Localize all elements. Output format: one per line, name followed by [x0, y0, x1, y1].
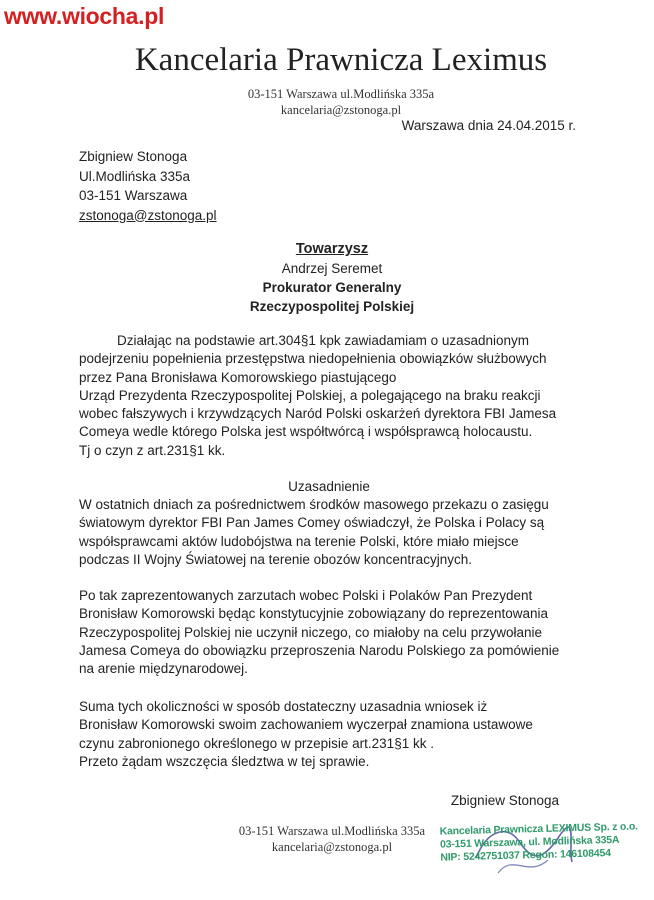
stamp-line: 03-151 Warszawa, ul. Modlińska 335A	[439, 833, 620, 851]
letterhead-email: kancelaria@zstonoga.pl	[280, 103, 402, 117]
stamp-line: NIP: 5242751037 Regon: 146108454	[440, 847, 611, 864]
text-line: podczas II Wojny Światowej na terenie obozów koncentracyjnych.	[79, 551, 472, 567]
signature-name: Zbigniew Stonoga	[450, 793, 559, 808]
text-line: na arenie międzynarodowej.	[79, 661, 248, 677]
paragraph-reasons-1	[79, 496, 599, 569]
text-line: Po tak zaprezentowanych zarzutach wobec Polski i Polaków Pan Prezydent	[79, 588, 533, 603]
text-line: współsprawcami aktów ludobójstwa na terenie Polski, które miało miejsce	[79, 533, 519, 549]
addressee-title-1: Prokurator Generalny	[262, 280, 402, 295]
watermark: www.wiocha.pl	[4, 3, 165, 29]
paragraph-reasons-2	[79, 587, 599, 678]
text-line: Tj o czyn z art.231§1 kk.	[79, 442, 226, 458]
text-line: wobec fałszywych i krzywdzących Naród Polski oskarżeń dyrektora FBI Jamesa	[79, 406, 557, 422]
text-line: W ostatnich dniach za pośrednictwem środków masowego przekazu o zasięgu	[79, 497, 549, 512]
footer-email: kancelaria@zstonoga.pl	[271, 840, 393, 854]
firm-name: Kancelaria Prawnicza Leximus	[134, 42, 548, 78]
sender-block	[79, 147, 217, 225]
date-line: Warszawa dnia 24.04.2015 r.	[401, 118, 576, 133]
sender-email-link[interactable]: zstonoga@zstonoga.pl	[79, 207, 217, 223]
sender-name: Zbigniew Stonoga	[79, 149, 188, 164]
paragraph-conclusion	[79, 698, 599, 771]
letterhead-contact	[0, 86, 654, 118]
company-stamp	[440, 820, 639, 864]
text-line: Comeya wedle którego Polska jest współtwórcą i współsprawcą holocaustu.	[79, 424, 533, 440]
addressee-name: Andrzej Seremet	[281, 261, 383, 276]
text-line: podejrzeniu popełnienia przestępstwa niedopełnienia obowiązków służbowych	[79, 351, 547, 367]
text-line: czynu zabronionego określonego w przepisie art.231§1 kk .	[79, 735, 434, 751]
text-line: Przeto żądam wszczęcia śledztwa w tej sprawie.	[79, 753, 370, 769]
letterhead-address: 03-151 Warszawa ul.Modlińska 335a	[247, 87, 435, 101]
text-line: Bronisław Komorowski swoim zachowaniem wyczerpał znamiona ustawowe	[79, 717, 533, 733]
paragraph-notification	[79, 332, 599, 460]
sender-street: Ul.Modlińska 335a	[79, 168, 191, 184]
text-line: światowym dyrektor FBI Pan James Comey oświadczył, że Polska i Polacy są	[79, 515, 545, 531]
text-line: Urząd Prezydenta Rzeczypospolitej Polskiej, a polegającego na braku reakcji	[79, 387, 541, 403]
footer-address: 03-151 Warszawa ul.Modlińska 335a	[238, 824, 426, 838]
text-line: przez Pana Bronisława Komorowskiego piastującego	[79, 369, 397, 385]
addressee-block	[0, 240, 654, 316]
reasons-heading: Uzasadnienie	[288, 479, 370, 494]
text-line: Rzeczypospolitej Polskiej nie uczynił niczego, co miałoby na celu przywołanie	[79, 624, 542, 640]
addressee-title-2: Rzeczypospolitej Polskiej	[249, 299, 415, 314]
text-line: Jamesa Comeya do obowiązku przeproszenia Narodu Polskiego za pomówienie	[79, 642, 560, 658]
text-line: Bronisław Komorowski będąc konstytucyjnie zobowiązany do reprezentowania	[79, 606, 548, 622]
sender-city: 03-151 Warszawa	[79, 188, 188, 203]
addressee-salutation: Towarzysz	[295, 241, 369, 257]
stamp-line: Kancelaria Prawnicza LEXIMUS Sp. z o.o.	[439, 820, 638, 838]
text-line: Działając na podstawie art.304§1 kpk zawiadamiam o uzasadnionym	[117, 333, 529, 348]
text-line: Suma tych okoliczności w sposób dostateczny uzasadnia wniosek iż	[79, 699, 488, 714]
